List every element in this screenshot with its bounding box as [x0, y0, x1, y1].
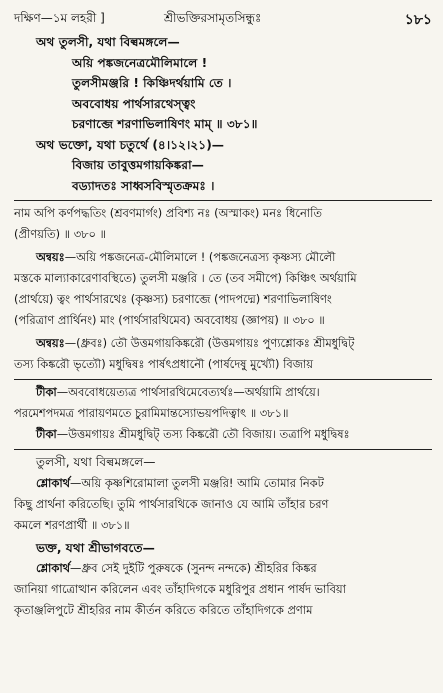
- anvaya-label: অন্বয়ঃ: [36, 250, 65, 264]
- document-page: [14, 10, 432, 621]
- translation-label: শ্লোকার্থ: [36, 561, 71, 575]
- tika-block: [14, 382, 432, 424]
- verse-intro: অথ তুলসী, যথা বিল্বমঙ্গলে—: [36, 35, 180, 49]
- page-number: ১৮১: [404, 12, 432, 28]
- verse-line: অববোধয় পার্থসারথেস্ত্বং: [72, 96, 196, 111]
- translation-line: —অয়ি কৃষ্ণশিরোমালা তুলসী মঞ্জরি! আমি তোমার নিকট: [70, 475, 324, 490]
- translation-line: —ধ্রুব সেই দুইটি পুরুষকে (সুনন্দ নন্দকে) শ্রীহরির কিঙ্কর: [70, 561, 317, 575]
- translation-line: জানিয়া গাত্রোত্থান করিলেন এবং তাঁহাদিগকে মধুরিপুর প্রধান পার্ষদ ভাবিয়া: [14, 582, 346, 596]
- translation-line: কৃতাঞ্জলিপুটে শ্রীহরির নাম কীর্তন করিতে করিতে তাঁহাদিগকে প্রণাম: [14, 603, 313, 617]
- running-header: [14, 10, 432, 30]
- verse-intro: অথ ভক্তো, যথা চতুর্থে (৪।১২।২১)—: [36, 137, 224, 152]
- translation-label: শ্লোকার্থ: [36, 475, 71, 490]
- tika-block: [14, 424, 432, 445]
- header-section: দক্ষিণ—১ম লহরী ]: [14, 11, 105, 25]
- gloss-line: নাম অপি কর্ণপদ্ধতিং (শ্রবণমার্গং) প্রবিশ্য নঃ (অস্মাকং) মনঃ ধিনোতি: [14, 206, 322, 220]
- verse-bhakta: [14, 135, 432, 197]
- anvaya-line: মস্তকে মাল্যাকারেণাবস্থিতে) তুলসী মঞ্জরি । তে (তব সমীপে) কিঞ্চিৎ অর্থয়ামি: [14, 271, 357, 285]
- translation-bhakta: [14, 538, 432, 622]
- section-divider: [14, 449, 432, 450]
- tika-line: —অববোধয়েত্যত্র পার্থসারথিমেবেত্যর্থঃ—অর্থয়ামি প্রার্থয়ে।: [56, 385, 320, 399]
- verse-line: চরণাব্জে শরণাভিলাষিণং মাম্ ॥ ৩৮১॥: [72, 117, 258, 131]
- tika-label: টীকা: [36, 385, 57, 399]
- translation-line: কিছু প্রার্থনা করিতেছি। তুমি পার্থসারথিকে জানাও যে আমি তাঁহার চরণ: [14, 496, 329, 511]
- translation-tulasi: [14, 452, 432, 536]
- section-divider: [14, 200, 432, 201]
- header-book-title: শ্রীভক্তিরসামৃতসিন্ধুঃ: [164, 11, 262, 25]
- anvaya-line: —অয়ি পঙ্কজনেত্র-মৌলিমালে ! (পঙ্কজনেত্রস্য কৃষ্ণস্য মৌলৌ: [64, 250, 336, 264]
- translation-intro: ভক্ত, যথা শ্রীভাগবতে—: [36, 540, 155, 555]
- verse-line: অয়ি পঙ্কজনেত্রমৌলিমালে !: [72, 55, 208, 70]
- anvaya-line: তস্য কিঙ্করৌ ভৃত্যৌ) মধুদ্বিষঃ পার্ষৎপ্রধানৌ (পার্ষদেষু মুখ্যৌ) বিজায়: [14, 357, 313, 371]
- section-divider: [14, 379, 432, 380]
- tika-line: —উত্তমগায়ঃ শ্রীমধুদ্বিট্ তস্য কিঙ্করৌ তৌ বিজায়। তত্রাপি মধুদ্বিষঃ: [56, 427, 350, 441]
- verse-line: বড্যাদতঃ সাধ্বসবিস্মৃতক্রমঃ ।: [72, 178, 215, 193]
- tika-line: পরমেশপদমত্র পারায়ণমতে চুরামিমান্তস্যোভয়পদিত্বাৎ ॥ ৩৮১॥: [14, 406, 289, 420]
- gloss-line: (প্রীণয়তি) ॥ ৩৮০ ॥: [14, 227, 107, 241]
- anvaya-block: [14, 247, 432, 331]
- anvaya-line: (প্রার্থয়ে) ত্বং পার্থসারথেঃ (কৃষ্ণস্য) চরণাব্জে (পাদপদ্মে) শরণাভিলাষিণং: [14, 292, 332, 306]
- gloss-block: [14, 203, 432, 245]
- tika-label: টীকা: [36, 427, 57, 441]
- anvaya-block: [14, 333, 432, 375]
- translation-intro: তুলসী, যথা বিল্বমঙ্গলে—: [36, 455, 156, 469]
- verse-tulasi: [14, 32, 432, 135]
- anvaya-line: —(ধ্রুবঃ) তৌ উত্তমগায়কিঙ্করৌ (উত্তমগায়ঃ পুণ্যশ্লোকঃ শ্রীমধুদ্বিট্: [64, 336, 355, 350]
- anvaya-line: (পরিত্রাণ প্রার্থিনং) মাং (পার্থসারথিমেব) অববোধয় (জ্ঞাপয়) ॥ ৩৮০ ॥: [14, 313, 325, 327]
- translation-line: কমলে শরণপ্রার্থী ॥ ৩৮১॥: [14, 517, 130, 532]
- anvaya-label: অন্বয়ঃ: [36, 336, 65, 350]
- verse-line: তুলসীমঞ্জরি ! কিঞ্চিদর্থয়ামি তে ।: [72, 76, 232, 90]
- verse-line: বিজায় তাবুত্তমগায়কিঙ্করা—: [72, 158, 204, 172]
